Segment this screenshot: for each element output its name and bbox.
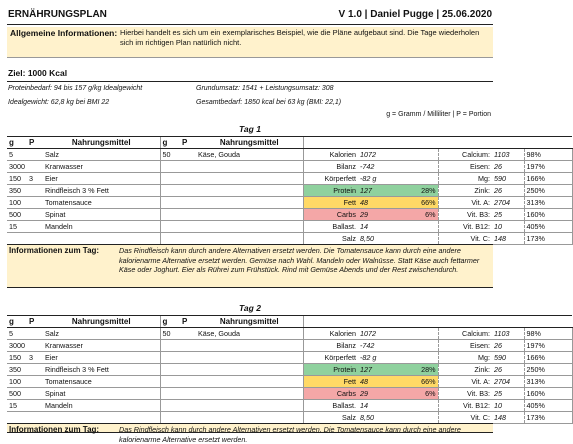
food-name: Eier — [43, 352, 160, 364]
food-grams — [160, 376, 180, 388]
general-info-text: Hierbei handelt es sich um ein exemplarisches Beispiel, wie die Pläne aufgebaut sind. Die Tage wiederholen sich im richtigen Plan natürlich nicht. — [120, 28, 480, 47]
stat-percent — [398, 161, 438, 173]
food-grams: 100 — [7, 197, 27, 209]
table-row — [7, 149, 572, 161]
micro-label: Calcium: — [438, 328, 492, 340]
food-name — [196, 340, 303, 352]
micro-value: 148 — [492, 412, 524, 424]
food-portion — [180, 233, 196, 245]
food-name: Spinat — [43, 388, 160, 400]
micro-percent: 166% — [524, 352, 572, 364]
column-header-p: P — [180, 316, 196, 328]
food-name: Eier — [43, 173, 160, 185]
table-row — [7, 376, 572, 388]
food-name — [196, 185, 303, 197]
stat-value: 1072 — [358, 328, 398, 340]
food-grams: 50 — [160, 328, 180, 340]
stat-label: Kalorien — [303, 149, 358, 161]
food-portion — [180, 209, 196, 221]
table-row — [7, 340, 572, 352]
micro-label: Vit. C: — [438, 233, 492, 245]
food-name: Käse, Gouda — [196, 149, 303, 161]
food-name — [196, 173, 303, 185]
food-name — [196, 364, 303, 376]
stat-label: Ballast. — [303, 400, 358, 412]
food-portion — [27, 185, 43, 197]
stat-label: Fett — [303, 376, 358, 388]
food-portion — [180, 149, 196, 161]
food-portion — [27, 340, 43, 352]
micro-label: Vit. B12: — [438, 221, 492, 233]
protein-requirement: Proteinbedarf: 94 bis 157 g/kg Idealgewicht — [8, 85, 143, 92]
column-header-g: g — [7, 316, 27, 328]
food-portion — [27, 364, 43, 376]
document-header — [8, 9, 492, 20]
stats-header-spacer — [303, 316, 572, 328]
micro-percent: 405% — [524, 400, 572, 412]
stat-label: Körperfett — [303, 173, 358, 185]
micro-percent: 250% — [524, 185, 572, 197]
stat-percent — [398, 400, 438, 412]
food-portion — [180, 328, 196, 340]
column-header-food: Nahrungsmittel — [43, 316, 160, 328]
column-header-p: P — [180, 137, 196, 149]
column-header-g: g — [7, 137, 27, 149]
food-name — [196, 412, 303, 424]
food-name: Salz — [43, 328, 160, 340]
food-name — [196, 376, 303, 388]
micro-value: 2704 — [492, 376, 524, 388]
stat-percent: 66% — [398, 197, 438, 209]
food-portion — [180, 412, 196, 424]
food-grams — [160, 185, 180, 197]
micro-label: Mg: — [438, 352, 492, 364]
food-name — [196, 209, 303, 221]
micro-value: 590 — [492, 173, 524, 185]
stat-percent — [398, 221, 438, 233]
day-table — [7, 315, 573, 424]
table-row — [7, 352, 572, 364]
micro-label: Mg: — [438, 173, 492, 185]
table-row — [7, 185, 572, 197]
day-info-label: Informationen zum Tag: — [9, 425, 100, 434]
column-header-food: Nahrungsmittel — [43, 137, 160, 149]
stat-value: 14 — [358, 400, 398, 412]
stat-label: Protein — [303, 185, 358, 197]
food-name: Rindfleisch 3 % Fett — [43, 185, 160, 197]
food-name: Rindfleisch 3 % Fett — [43, 364, 160, 376]
stat-label: Carbs — [303, 209, 358, 221]
table-row — [7, 364, 572, 376]
column-header-p: P — [27, 316, 43, 328]
micro-label: Vit. A: — [438, 197, 492, 209]
food-grams: 100 — [7, 376, 27, 388]
column-header-food: Nahrungsmittel — [196, 137, 303, 149]
food-portion — [27, 328, 43, 340]
general-info-label: Allgemeine Informationen: — [10, 28, 118, 38]
day-info-label: Informationen zum Tag: — [9, 246, 100, 255]
micro-percent: 98% — [524, 328, 572, 340]
general-info-box — [7, 27, 493, 58]
food-portion — [180, 400, 196, 412]
column-header-g: g — [160, 137, 180, 149]
food-portion — [27, 400, 43, 412]
day-info-text: Das Rindfleisch kann durch andere Alternativen ersetzt werden. Die Tomatensauce kann durch eine andere kalorienarme Alternative ersetzt werden. — [119, 425, 461, 444]
stat-value: -742 — [358, 340, 398, 352]
stat-label: Fett — [303, 197, 358, 209]
food-portion — [27, 233, 43, 245]
food-name — [196, 388, 303, 400]
food-grams — [160, 197, 180, 209]
micro-percent: 197% — [524, 340, 572, 352]
goal-title: Ziel: 1000 Kcal — [8, 68, 68, 78]
food-name: Mandeln — [43, 221, 160, 233]
stat-percent — [398, 233, 438, 245]
micro-value: 10 — [492, 221, 524, 233]
micro-percent: 197% — [524, 161, 572, 173]
stat-percent — [398, 173, 438, 185]
food-grams: 50 — [160, 149, 180, 161]
day-info-box — [7, 244, 493, 288]
micro-value: 148 — [492, 233, 524, 245]
micro-label: Zink: — [438, 364, 492, 376]
stat-percent: 28% — [398, 185, 438, 197]
food-grams: 500 — [7, 209, 27, 221]
micro-label: Vit. A: — [438, 376, 492, 388]
stat-label: Körperfett — [303, 352, 358, 364]
food-portion — [180, 376, 196, 388]
stat-label: Salz — [303, 412, 358, 424]
food-portion — [180, 364, 196, 376]
document-title: ERNÄHRUNGSPLAN — [8, 9, 107, 20]
stat-percent — [398, 340, 438, 352]
food-portion — [180, 221, 196, 233]
table-row — [7, 400, 572, 412]
food-portion — [27, 197, 43, 209]
header-divider — [7, 24, 493, 25]
table-row — [7, 197, 572, 209]
food-grams: 15 — [7, 400, 27, 412]
food-grams — [160, 412, 180, 424]
micro-value: 25 — [492, 388, 524, 400]
table-row — [7, 328, 572, 340]
food-name — [196, 352, 303, 364]
micro-label: Zink: — [438, 185, 492, 197]
food-name — [196, 233, 303, 245]
stat-percent — [398, 328, 438, 340]
food-grams — [160, 340, 180, 352]
micro-value: 25 — [492, 209, 524, 221]
food-grams: 150 — [7, 352, 27, 364]
food-name — [196, 161, 303, 173]
stat-percent — [398, 412, 438, 424]
food-name — [196, 221, 303, 233]
stat-percent: 6% — [398, 209, 438, 221]
micro-percent: 313% — [524, 197, 572, 209]
food-grams: 150 — [7, 173, 27, 185]
day-table — [7, 136, 573, 245]
micro-percent: 166% — [524, 173, 572, 185]
food-portion: 3 — [27, 352, 43, 364]
food-name: Käse, Gouda — [196, 328, 303, 340]
stat-label: Carbs — [303, 388, 358, 400]
table-row — [7, 173, 572, 185]
goal-divider — [7, 81, 493, 82]
food-grams — [160, 352, 180, 364]
column-header-g: g — [160, 316, 180, 328]
day-title: Tag 1 — [239, 124, 261, 134]
column-header-food: Nahrungsmittel — [196, 316, 303, 328]
table-row — [7, 209, 572, 221]
stat-value: 127 — [358, 364, 398, 376]
food-grams — [7, 233, 27, 245]
stat-percent — [398, 149, 438, 161]
micro-label: Vit. C: — [438, 412, 492, 424]
food-name: Salz — [43, 149, 160, 161]
micro-label: Vit. B12: — [438, 400, 492, 412]
food-portion — [27, 161, 43, 173]
stat-value: -82 g — [358, 352, 398, 364]
food-portion — [27, 149, 43, 161]
food-portion — [180, 352, 196, 364]
stats-header-spacer — [303, 137, 572, 149]
food-name: Mandeln — [43, 400, 160, 412]
micro-value: 2704 — [492, 197, 524, 209]
stat-value: 8,50 — [358, 412, 398, 424]
food-portion — [27, 376, 43, 388]
stat-label: Protein — [303, 364, 358, 376]
micro-value: 10 — [492, 400, 524, 412]
micro-value: 1103 — [492, 328, 524, 340]
stat-value: 29 — [358, 388, 398, 400]
unit-legend: g = Gramm / Milliliter | P = Portion — [386, 111, 491, 118]
stat-percent: 28% — [398, 364, 438, 376]
stat-label: Ballast. — [303, 221, 358, 233]
food-portion — [27, 209, 43, 221]
micro-value: 26 — [492, 161, 524, 173]
food-name: Tomatensauce — [43, 376, 160, 388]
stat-value: 48 — [358, 197, 398, 209]
food-name: Tomatensauce — [43, 197, 160, 209]
ideal-weight: Idealgewicht: 62,8 kg bei BMI 22 — [8, 99, 110, 106]
stat-value: 8,50 — [358, 233, 398, 245]
stat-value: 127 — [358, 185, 398, 197]
food-grams: 500 — [7, 388, 27, 400]
micro-percent: 250% — [524, 364, 572, 376]
micro-percent: 160% — [524, 388, 572, 400]
micro-percent: 160% — [524, 209, 572, 221]
food-portion — [180, 340, 196, 352]
stat-percent — [398, 352, 438, 364]
stat-percent: 66% — [398, 376, 438, 388]
micro-value: 1103 — [492, 149, 524, 161]
micro-label: Calcium: — [438, 149, 492, 161]
food-grams: 5 — [7, 328, 27, 340]
micro-value: 26 — [492, 185, 524, 197]
food-grams — [160, 388, 180, 400]
food-name — [196, 197, 303, 209]
food-name: Spinat — [43, 209, 160, 221]
day-info-text: Das Rindfleisch kann durch andere Alternativen ersetzt werden. Die Tomatensauce kann durch eine andere kalorienarme Alternative ersetzt werden. Gemüse nach Wahl. Mandeln oder Walnüsse. Statt Käse auch fettarmer Käse oder Joghurt. Eier als Rührei zum Frühstück. Rind mit Gemüse Abends und der Rest zwischendurch. — [119, 246, 480, 274]
table-row — [7, 233, 572, 245]
table-row — [7, 388, 572, 400]
micro-label: Vit. B3: — [438, 388, 492, 400]
stat-value: 29 — [358, 209, 398, 221]
micro-percent: 173% — [524, 412, 572, 424]
stat-value: -742 — [358, 161, 398, 173]
food-grams: 3000 — [9, 341, 25, 350]
table-row — [7, 161, 572, 173]
stat-label: Bilanz — [303, 161, 358, 173]
micro-label: Vit. B3: — [438, 209, 492, 221]
stat-value: -82 g — [358, 173, 398, 185]
micro-value: 590 — [492, 352, 524, 364]
document-meta: V 1.0 | Daniel Pugge | 25.06.2020 — [338, 9, 492, 20]
food-portion — [180, 388, 196, 400]
food-grams — [160, 209, 180, 221]
micro-label: Eisen: — [438, 340, 492, 352]
stat-label: Kalorien — [303, 328, 358, 340]
food-grams: 350 — [7, 185, 27, 197]
food-name — [43, 412, 160, 424]
basal-metabolism: Grundumsatz: 1541 + Leistungsumsatz: 308 — [196, 85, 334, 92]
micro-percent: 98% — [524, 149, 572, 161]
food-grams — [7, 412, 27, 424]
food-grams — [160, 221, 180, 233]
micro-value: 26 — [492, 340, 524, 352]
food-name: Kranwasser — [43, 161, 160, 173]
stat-value: 14 — [358, 221, 398, 233]
micro-label: Eisen: — [438, 161, 492, 173]
food-portion — [180, 197, 196, 209]
stat-value: 1072 — [358, 149, 398, 161]
food-name — [196, 400, 303, 412]
table-row — [7, 412, 572, 424]
stat-label: Bilanz — [303, 340, 358, 352]
food-portion — [180, 161, 196, 173]
stat-percent: 6% — [398, 388, 438, 400]
food-name: Kranwasser — [43, 340, 160, 352]
day-title: Tag 2 — [239, 303, 261, 313]
micro-percent: 313% — [524, 376, 572, 388]
food-grams: 15 — [7, 221, 27, 233]
food-grams — [160, 173, 180, 185]
food-grams: 350 — [7, 364, 27, 376]
food-portion: 3 — [27, 173, 43, 185]
total-requirement: Gesamtbedarf: 1850 kcal bei 63 kg (BMI: 22,1) — [196, 99, 342, 106]
food-portion — [27, 221, 43, 233]
micro-percent: 405% — [524, 221, 572, 233]
food-portion — [27, 388, 43, 400]
food-portion — [27, 412, 43, 424]
food-grams: 3000 — [9, 162, 25, 171]
stat-label: Salz — [303, 233, 358, 245]
food-grams: 5 — [7, 149, 27, 161]
table-row — [7, 221, 572, 233]
food-portion — [180, 185, 196, 197]
food-name — [43, 233, 160, 245]
column-header-p: P — [27, 137, 43, 149]
food-portion — [180, 173, 196, 185]
food-grams — [160, 161, 180, 173]
food-grams — [160, 400, 180, 412]
day-info-box — [7, 423, 493, 444]
stat-value: 48 — [358, 376, 398, 388]
food-grams — [160, 233, 180, 245]
food-grams — [160, 364, 180, 376]
micro-value: 26 — [492, 364, 524, 376]
micro-percent: 173% — [524, 233, 572, 245]
